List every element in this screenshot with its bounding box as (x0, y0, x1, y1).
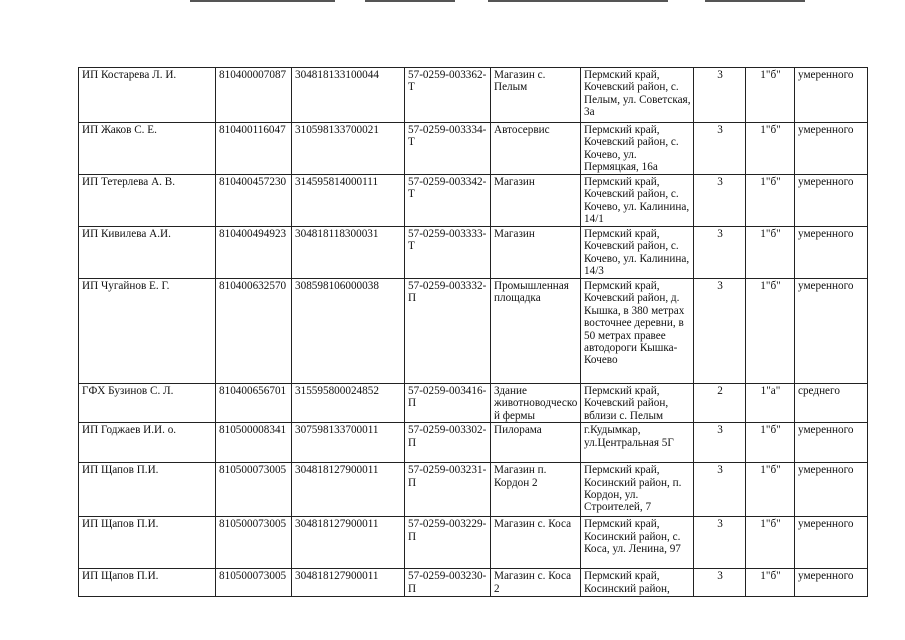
object-address: Пермский край, Кочевский район, с. Кочево, ул. Пермяцкая, 16а (581, 123, 694, 175)
object-code: 57-0259-003302-П (405, 423, 491, 463)
object-address: Пермский край, Косинский район, с. Коса, ул. Ленина, 97 (581, 517, 694, 569)
ogrn-cell: 307598133700011 (292, 423, 405, 463)
inn-cell: 810500073005 (216, 517, 292, 569)
category-cell: 3 (694, 569, 746, 597)
object-address: Пермский край, Косинский район, (581, 569, 694, 597)
risk-class: 1"б" (746, 463, 795, 517)
table-row (79, 384, 868, 423)
object-address: Пермский край, Кочевский район, с. Кочево, ул. Калинина, 14/1 (581, 175, 694, 227)
top-edge-line (365, 0, 455, 2)
risk-class: 1"б" (746, 569, 795, 597)
category-cell: 2 (694, 384, 746, 423)
object-type: Здание животноводческой фермы (491, 384, 581, 423)
inn-cell: 810500008341 (216, 423, 292, 463)
ogrn-cell: 315595800024852 (292, 384, 405, 423)
object-type: Пилорама (491, 423, 581, 463)
category-cell: 3 (694, 279, 746, 384)
registry-rows (79, 68, 868, 597)
risk-class: 1"а" (746, 384, 795, 423)
category-cell: 3 (694, 227, 746, 279)
object-address: Пермский край, Кочевский район, с. Кочево, ул. Калинина, 14/3 (581, 227, 694, 279)
object-type: Магазин п. Кордон 2 (491, 463, 581, 517)
table-row (79, 423, 868, 463)
object-code: 57-0259-003230-П (405, 569, 491, 597)
risk-level: умеренного (795, 68, 868, 123)
company-name: ИП Щапов П.И. (79, 517, 216, 569)
object-type: Магазин (491, 227, 581, 279)
ogrn-cell: 304818133100044 (292, 68, 405, 123)
risk-class: 1"б" (746, 175, 795, 227)
inn-cell: 810400457230 (216, 175, 292, 227)
risk-class: 1"б" (746, 68, 795, 123)
risk-class: 1"б" (746, 279, 795, 384)
object-code: 57-0259-003416-П (405, 384, 491, 423)
ogrn-cell: 304818127900011 (292, 569, 405, 597)
risk-level: умеренного (795, 569, 868, 597)
risk-level: умеренного (795, 279, 868, 384)
company-name: ИП Годжаев И.И. о. (79, 423, 216, 463)
object-type: Магазин с. Пелым (491, 68, 581, 123)
object-type: Промышленная площадка (491, 279, 581, 384)
ogrn-cell: 304818118300031 (292, 227, 405, 279)
category-cell: 3 (694, 517, 746, 569)
ogrn-cell: 304818127900011 (292, 517, 405, 569)
object-code: 57-0259-003342-Т (405, 175, 491, 227)
top-edge-line (705, 0, 805, 2)
inn-cell: 810500073005 (216, 569, 292, 597)
object-code: 57-0259-003332-П (405, 279, 491, 384)
object-address: г.Кудымкар, ул.Центральная 5Г (581, 423, 694, 463)
category-cell: 3 (694, 463, 746, 517)
company-name: ИП Жаков С. Е. (79, 123, 216, 175)
inn-cell: 810400656701 (216, 384, 292, 423)
table-row (79, 227, 868, 279)
object-address: Пермский край, Кочевский район, с. Пелым, ул. Советская, 3а (581, 68, 694, 123)
object-type: Магазин с. Коса (491, 517, 581, 569)
table-row (79, 463, 868, 517)
inn-cell: 810400494923 (216, 227, 292, 279)
company-name: ИП Костарева Л. И. (79, 68, 216, 123)
ogrn-cell: 304818127900011 (292, 463, 405, 517)
inn-cell: 810500073005 (216, 463, 292, 517)
ogrn-cell: 310598133700021 (292, 123, 405, 175)
risk-level: умеренного (795, 227, 868, 279)
object-address: Пермский край, Косинский район, п. Кордон, ул. Строителей, 7 (581, 463, 694, 517)
object-code: 57-0259-003362-Т (405, 68, 491, 123)
company-name: ГФХ Бузинов С. Л. (79, 384, 216, 423)
company-name: ИП Тетерлева А. В. (79, 175, 216, 227)
object-type: Магазин (491, 175, 581, 227)
table-row (79, 517, 868, 569)
risk-level: умеренного (795, 423, 868, 463)
category-cell: 3 (694, 175, 746, 227)
top-edge-line (488, 0, 668, 2)
category-cell: 3 (694, 123, 746, 175)
risk-level: умеренного (795, 175, 868, 227)
risk-class: 1"б" (746, 517, 795, 569)
table-row (79, 68, 868, 123)
object-code: 57-0259-003334-Т (405, 123, 491, 175)
company-name: ИП Чугайнов Е. Г. (79, 279, 216, 384)
object-code: 57-0259-003229-П (405, 517, 491, 569)
table-row (79, 569, 868, 597)
top-edge-line (190, 0, 335, 2)
risk-class: 1"б" (746, 227, 795, 279)
risk-class: 1"б" (746, 123, 795, 175)
table-row (79, 123, 868, 175)
risk-level: умеренного (795, 123, 868, 175)
object-address: Пермский край, Кочевский район, д. Кышка, в 380 метрах восточнее деревни, в 50 метрах правее автодороги Кышка-Кочево (581, 279, 694, 384)
category-cell: 3 (694, 68, 746, 123)
company-name: ИП Щапов П.И. (79, 463, 216, 517)
ogrn-cell: 308598106000038 (292, 279, 405, 384)
company-name: ИП Щапов П.И. (79, 569, 216, 597)
risk-level: умеренного (795, 463, 868, 517)
table-row (79, 175, 868, 227)
risk-level: умеренного (795, 517, 868, 569)
risk-level: среднего (795, 384, 868, 423)
table-row (79, 279, 868, 384)
category-cell: 3 (694, 423, 746, 463)
inn-cell: 810400116047 (216, 123, 292, 175)
inn-cell: 810400007087 (216, 68, 292, 123)
object-type: Автосервис (491, 123, 581, 175)
risk-class: 1"б" (746, 423, 795, 463)
object-type: Магазин с. Коса 2 (491, 569, 581, 597)
object-code: 57-0259-003231-П (405, 463, 491, 517)
ogrn-cell: 314595814000111 (292, 175, 405, 227)
company-name: ИП Кивилева А.И. (79, 227, 216, 279)
registry-table (78, 67, 868, 597)
object-address: Пермский край, Кочевский район, вблизи с. Пелым (581, 384, 694, 423)
object-code: 57-0259-003333-Т (405, 227, 491, 279)
inn-cell: 810400632570 (216, 279, 292, 384)
